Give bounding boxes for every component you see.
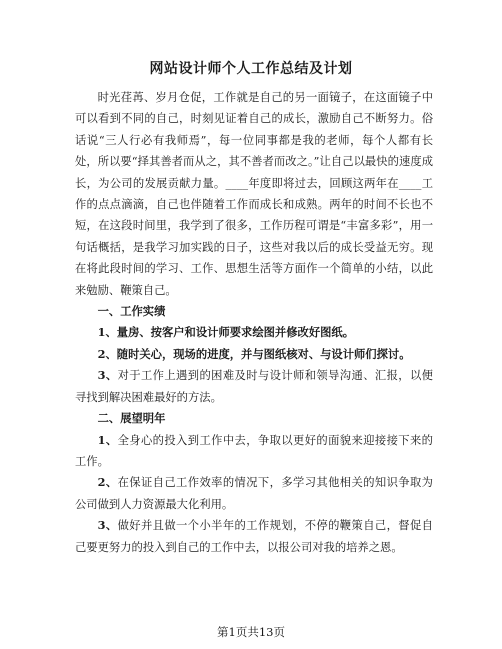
document-body	[75, 87, 433, 558]
item-number: 1、	[97, 325, 117, 340]
section-heading-work: 一、工作实绩	[97, 304, 166, 319]
outlook-item-3	[75, 515, 433, 558]
item-text: 做好并且做一个小半年的工作规划，不停的鞭策自己，督促自己要更努力的投入到自己的工作中去，以报公司对我的培养之恩。	[75, 519, 433, 554]
document-title: 网站设计师个人工作总结及计划	[149, 61, 353, 77]
section-heading-outlook: 二、展望明年	[97, 411, 166, 426]
work-item-3	[75, 365, 433, 408]
item-text: 随时关心，现场的进度，并与图纸核对、与设计师们探讨。	[116, 346, 411, 361]
page-number-footer: 第1页共13页	[217, 625, 285, 639]
work-item-1	[75, 322, 433, 343]
outlook-item-1	[75, 430, 433, 473]
outlook-item-2	[75, 472, 433, 515]
item-number: 1、	[97, 432, 118, 447]
work-item-2	[75, 344, 433, 365]
item-text: 全身心的投入到工作中去，争取以更好的面貌来迎接接下来的工作。	[75, 433, 433, 468]
item-number: 2、	[97, 475, 118, 490]
item-text: 在保证自己工作效率的情况下，多学习其他相关的知识争取为公司做到人力资源最大化利用。	[75, 476, 433, 511]
item-number: 3、	[97, 368, 118, 383]
item-number: 2、	[97, 346, 117, 361]
intro-paragraph: 时光荏苒、岁月仓促，工作就是自己的另一面镜子，在这面镜子中可以看到不同的自己，时刻见证着自己的成长，激励自己不断努力。俗话说“三人行必有我师焉”，每一位同事都是我的老师，每个人都有长处，所以要“择其善者而从之，其不善者而改之。”让自己以最快的速度成长，为公司的发展贡献力量。____年度即将过去，回顾这两年在____工作的点点滴滴，自己也伴随着工作而成长和成熟。两年的时间不长也不短，在这段时间里，我学到了很多，工作历程可谓是“丰富多彩”，用一句话概括，是我学习加实践的日子，这些对我以后的成长受益无穷。现在将此段时间的学习、工作、思想生活等方面作一个简单的小结，以此来勉励、鞭策自己。	[75, 91, 433, 297]
item-text: 对于工作上遇到的困难及时与设计师和领导沟通、汇报，以便寻找到解决困难最好的方法。	[75, 369, 433, 404]
item-number: 3、	[97, 518, 118, 533]
item-text: 量房、按客户和设计师要求绘图并修改好图纸。	[116, 325, 355, 340]
